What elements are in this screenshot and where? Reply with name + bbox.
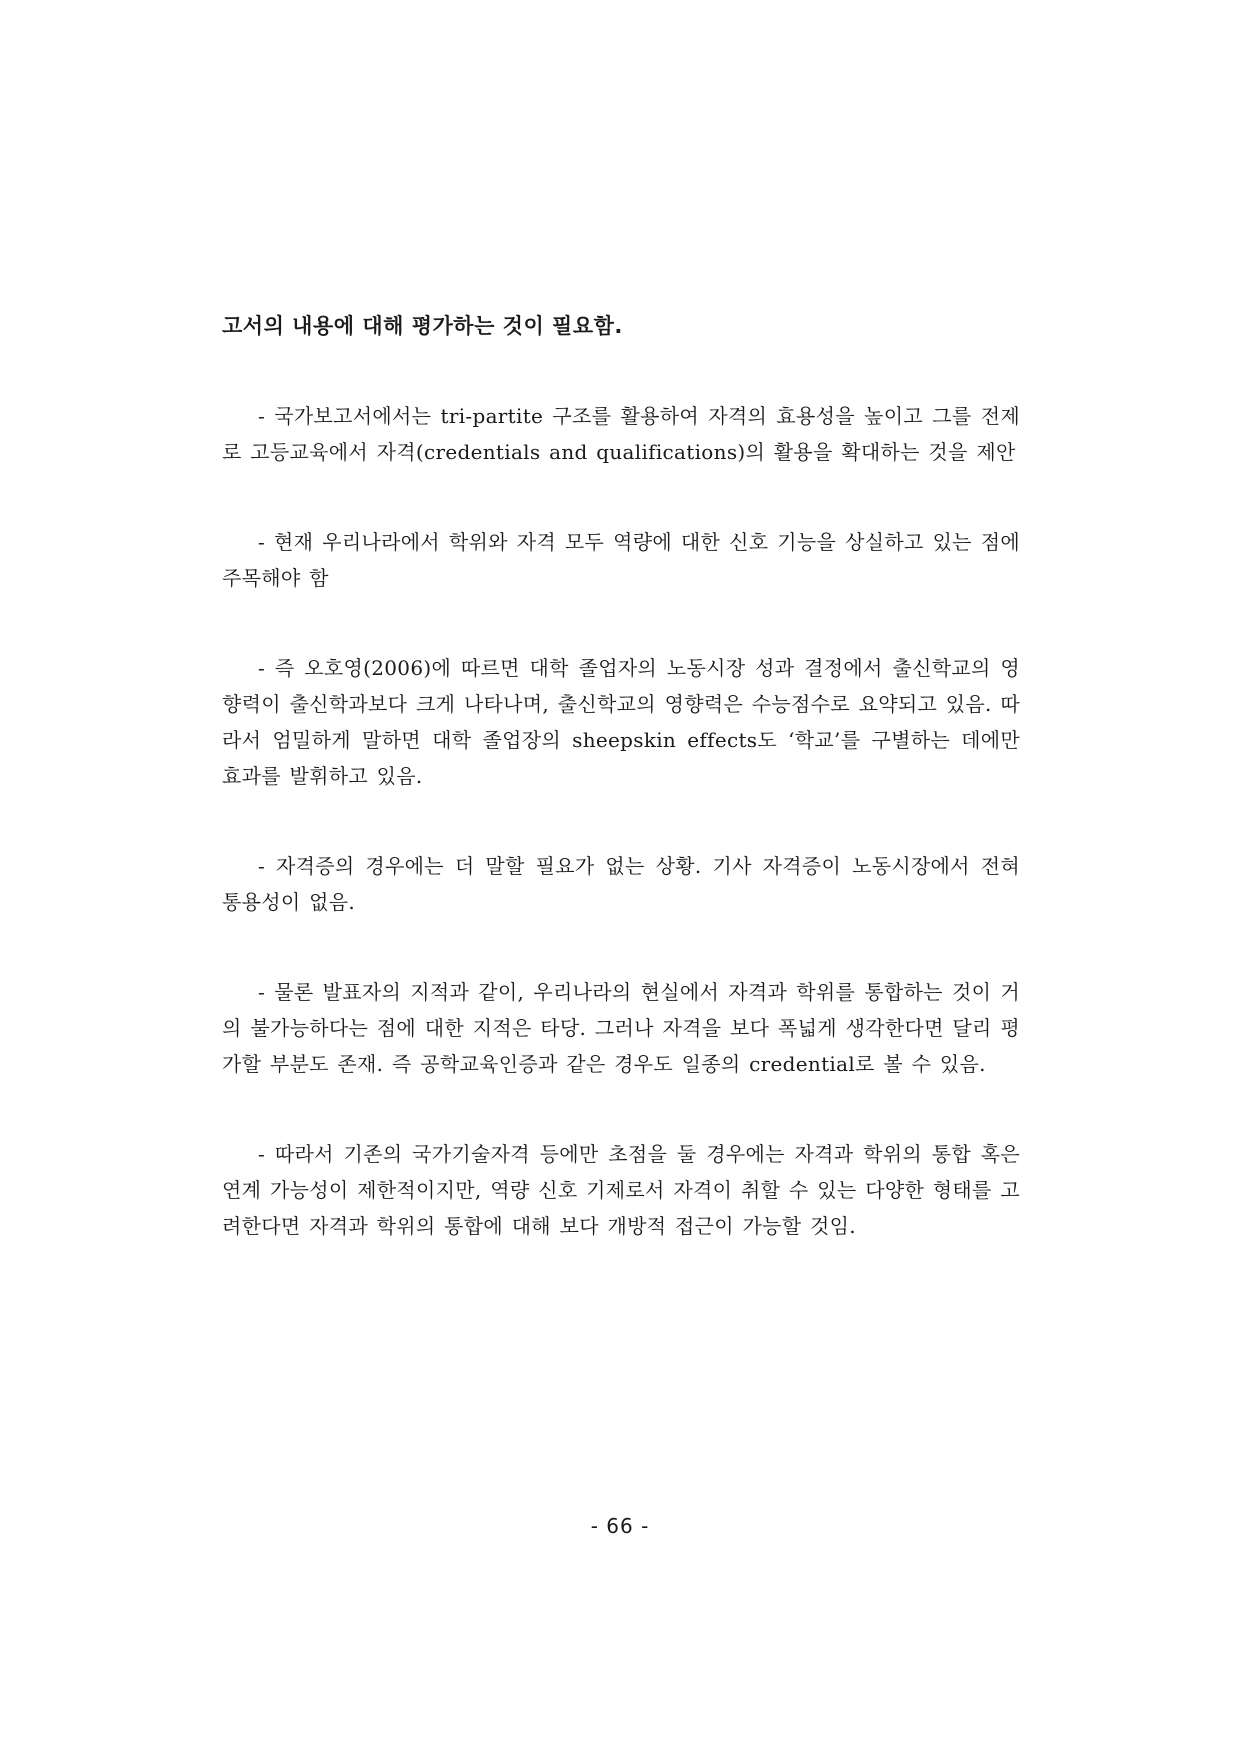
section-heading: 고서의 내용에 대해 평가하는 것이 필요함. — [222, 314, 623, 338]
paragraph-integration-feasibility: - 물론 발표자의 지적과 같이, 우리나라의 현실에서 자격과 학위를 통합하는 것이 거의 불가능하다는 점에 대한 지적은 타당. 그러나 자격을 보다 폭넓게 생각한다면 달리 평가할 부분도 존재. 즉 공학교육인증과 같은 경우도 일종의 credential로 볼 수 있음. — [222, 980, 1020, 1076]
paragraph-tripartite-proposal: - 국가보고서에서는 tri-partite 구조를 활용하여 자격의 효용성을 높이고 그를 전제로 고등교육에서 자격(credentials and qualifications)의 활용을 확대하는 것을 제안 — [222, 404, 1020, 464]
paragraph-certificates: - 자격증의 경우에는 더 말할 필요가 없는 상황. 기사 자격증이 노동시장에서 전혀 통용성이 없음. — [222, 854, 1020, 914]
paragraph-conclusion: - 따라서 기존의 국가기술자격 등에만 초점을 둘 경우에는 자격과 학위의 통합 혹은 연계 가능성이 제한적이지만, 역량 신호 기제로서 자격이 취할 수 있는 다양한 형태를 고려한다면 자격과 학위의 통합에 대해 보다 개방적 접근이 가능할 것임. — [222, 1142, 1020, 1238]
paragraph-signal-function: - 현재 우리나라에서 학위와 자격 모두 역량에 대한 신호 기능을 상실하고 있는 점에 주목해야 함 — [222, 530, 1020, 590]
document-body — [222, 308, 1020, 1244]
paragraph-school-influence: - 즉 오호영(2006)에 따르면 대학 졸업자의 노동시장 성과 결정에서 출신학교의 영향력이 출신학과보다 크게 나타나며, 출신학교의 영향력은 수능점수로 요약되고 있음. 따라서 엄밀하게 말하면 대학 졸업장의 sheepskin effects도 ‘학교’를 구별하는 데에만 효과를 발휘하고 있음. — [222, 656, 1020, 788]
page-number: - 66 - — [590, 1514, 650, 1538]
